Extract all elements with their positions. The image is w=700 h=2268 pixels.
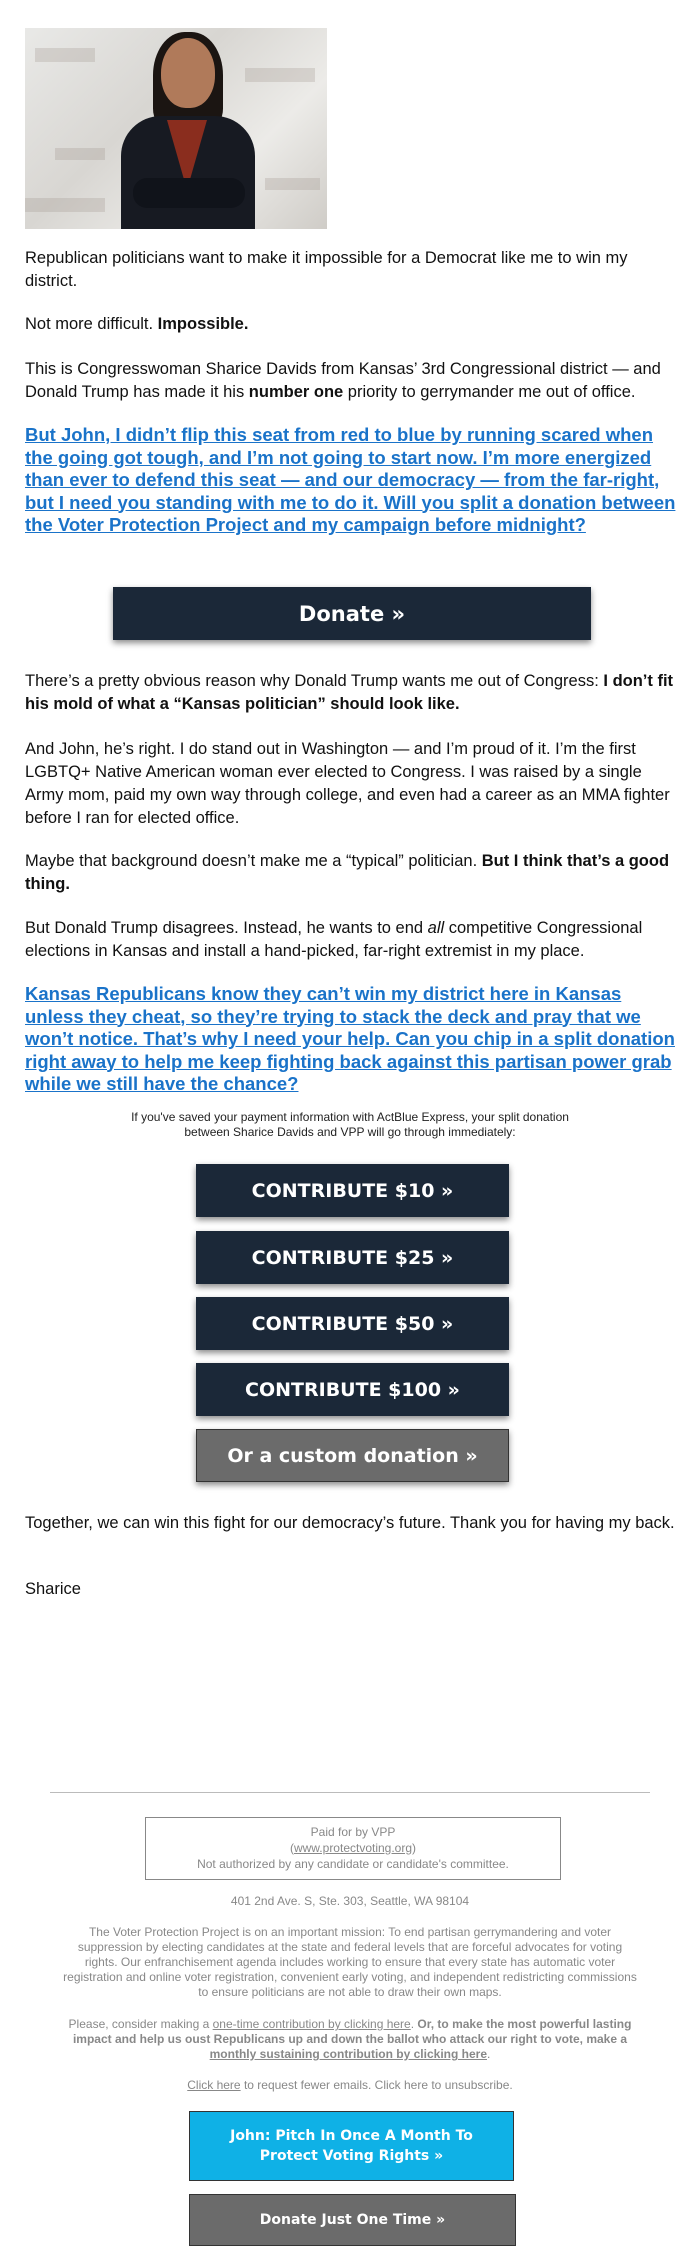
body-p4-text: There’s a pretty obvious reason why Donald Trump wants me out of Congress: bbox=[25, 672, 604, 690]
contribute-10-button[interactable] bbox=[196, 1164, 509, 1217]
custom-donation-button[interactable] bbox=[196, 1429, 509, 1482]
actblue-express-note-text: If you've saved your payment information with ActBlue Express, your split donation between Sharice Davids and VPP will go through immediately: bbox=[131, 1110, 569, 1139]
footer-mission bbox=[60, 1925, 640, 2000]
intro-p3-text-end: priority to gerrymander me out of office. bbox=[343, 383, 636, 401]
one-time-donation-label: Donate Just One Time » bbox=[259, 2212, 446, 2228]
intro-p3-bold: number one bbox=[248, 383, 344, 401]
contribute-50-button[interactable] bbox=[196, 1297, 509, 1350]
contribute-50-label: CONTRIBUTE $50 » bbox=[251, 1312, 454, 1335]
body-paragraph-4 bbox=[25, 917, 675, 963]
intro-paragraph-2 bbox=[25, 313, 675, 336]
contribute-10-label: CONTRIBUTE $10 » bbox=[251, 1179, 454, 1202]
one-time-contribution-link[interactable]: one-time contribution by clicking here bbox=[212, 2017, 411, 2031]
contribute-25-button[interactable] bbox=[196, 1231, 509, 1284]
donate-button-label: Donate » bbox=[298, 601, 406, 626]
appeal-link-2-paragraph bbox=[25, 983, 685, 1096]
body-p7-italic: all bbox=[427, 919, 445, 937]
body-p4-bold: I don’t fit his mold of what a “Kansas politician” should look like. bbox=[25, 672, 674, 713]
monthly-donation-button[interactable] bbox=[189, 2111, 514, 2181]
intro-p1-text: Republican politicians want to make it impossible for a Democrat like me to win my district. bbox=[25, 249, 628, 290]
signature bbox=[25, 1578, 675, 1601]
body-p5-text: And John, he’s right. I do stand out in Washington — and I’m proud of it. I’m the first LGBTQ+ Native American woman ever elected to Congress. I was raised by a single Army mom, paid my own way through college, and even had a career as an MMA fighter before I ran for elected office. bbox=[25, 740, 670, 827]
paid-for-box bbox=[145, 1817, 561, 1880]
hero-photo bbox=[25, 28, 327, 229]
fewer-emails-link[interactable]: Click here bbox=[187, 2078, 241, 2092]
footer-please bbox=[60, 2017, 640, 2062]
closing-paragraph bbox=[25, 1512, 675, 1535]
protectvoting-link[interactable]: www.protectvoting.org bbox=[293, 1841, 413, 1855]
footer-address-text: 401 2nd Ave. S, Ste. 303, Seattle, WA 98104 bbox=[230, 1894, 470, 1908]
appeal-link-2[interactable]: Kansas Republicans know they can’t win my district here in Kansas unless they cheat, so they’re trying to stack the deck and pray that we won’t notice. That’s why I need your help. Can you chip in a split donation right away to help me keep fighting back against this partisan power grab while we still have the chance? bbox=[25, 983, 675, 1094]
contribute-25-label: CONTRIBUTE $25 » bbox=[251, 1246, 454, 1269]
closing-text: Together, we can win this fight for our democracy’s future. Thank you for having my back. bbox=[25, 1514, 675, 1532]
fewer-emails-rest: to request fewer emails. Click here to unsubscribe. bbox=[240, 2078, 513, 2092]
intro-p2-bold: Impossible. bbox=[157, 315, 249, 333]
body-paragraph-2 bbox=[25, 738, 675, 830]
person-arms bbox=[133, 178, 245, 208]
please-text: Please, consider making a bbox=[68, 2017, 213, 2031]
monthly-donation-label: John: Pitch In Once A Month To Protect Voting Rights » bbox=[230, 2128, 473, 2164]
one-time-donation-button[interactable] bbox=[189, 2194, 516, 2246]
intro-paragraph-1 bbox=[25, 247, 675, 293]
intro-paragraph-3 bbox=[25, 358, 675, 404]
not-authorized-text: Not authorized by any candidate or candidate's committee. bbox=[197, 1857, 509, 1871]
paren-close: ) bbox=[412, 1841, 417, 1855]
custom-donation-label: Or a custom donation » bbox=[227, 1444, 478, 1467]
paren-open: ( bbox=[289, 1841, 294, 1855]
contribute-100-label: CONTRIBUTE $100 » bbox=[245, 1378, 460, 1401]
body-p7-text-end: competitive Congressional elections in Kansas and install a hand-picked, far-right extremist in my place. bbox=[25, 919, 643, 960]
intro-p2-text: Not more difficult. bbox=[25, 315, 158, 333]
paid-for-url-line bbox=[146, 1840, 560, 1856]
appeal-link-1[interactable]: But John, I didn’t flip this seat from red to blue by running scared when the going got tough, and I’m not going to start now. I’m more energized than ever to defend this seat — and our democracy — from the far-right, but I need you standing with me to do it. Will you split a donation between the Voter Protection Project and my campaign before midnight? bbox=[25, 424, 676, 535]
contribute-100-button[interactable] bbox=[196, 1363, 509, 1416]
footer-address bbox=[60, 1894, 640, 1909]
appeal-link-1-paragraph bbox=[25, 424, 685, 537]
donate-button[interactable] bbox=[113, 587, 591, 640]
body-p6-bold: But I think that’s a good thing. bbox=[25, 852, 670, 893]
footer-fewer-emails bbox=[60, 2078, 640, 2093]
monthly-contribution-link[interactable]: monthly sustaining contribution by clicking here bbox=[209, 2047, 487, 2061]
please-bold-text: Or, to make the most powerful lasting impact and help us oust Republicans up and down the ballot who attack our right to vote, make a bbox=[72, 2017, 632, 2046]
please-text-end: . bbox=[487, 2047, 491, 2061]
please-text-mid: . bbox=[410, 2017, 418, 2031]
body-paragraph-1 bbox=[25, 670, 675, 716]
footer-mission-text: The Voter Protection Project is on an important mission: To end partisan gerrymandering and voter suppression by electing candidates at the state and federal levels that are forceful advocates for voting rights. Our enfranchisement agenda includes working to ensure that every state has automatic voter registration and online voter registration, convenient early voting, and independent redistricting commissions to ensure politicians are not able to draw their own maps. bbox=[63, 1925, 637, 1999]
paid-for-text: Paid for by VPP bbox=[310, 1825, 396, 1839]
person-head bbox=[161, 38, 215, 108]
body-paragraph-3 bbox=[25, 850, 675, 896]
actblue-express-note bbox=[130, 1110, 570, 1140]
intro-p3-text: This is Congresswoman Sharice Davids from Kansas’ 3rd Congressional district — and Donald Trump has made it his bbox=[25, 360, 661, 401]
footer-divider bbox=[50, 1792, 650, 1793]
body-p7-text: But Donald Trump disagrees. Instead, he wants to end bbox=[25, 919, 428, 937]
body-p6-text: Maybe that background doesn’t make me a “typical” politician. bbox=[25, 852, 482, 870]
signature-text: Sharice bbox=[25, 1580, 81, 1598]
